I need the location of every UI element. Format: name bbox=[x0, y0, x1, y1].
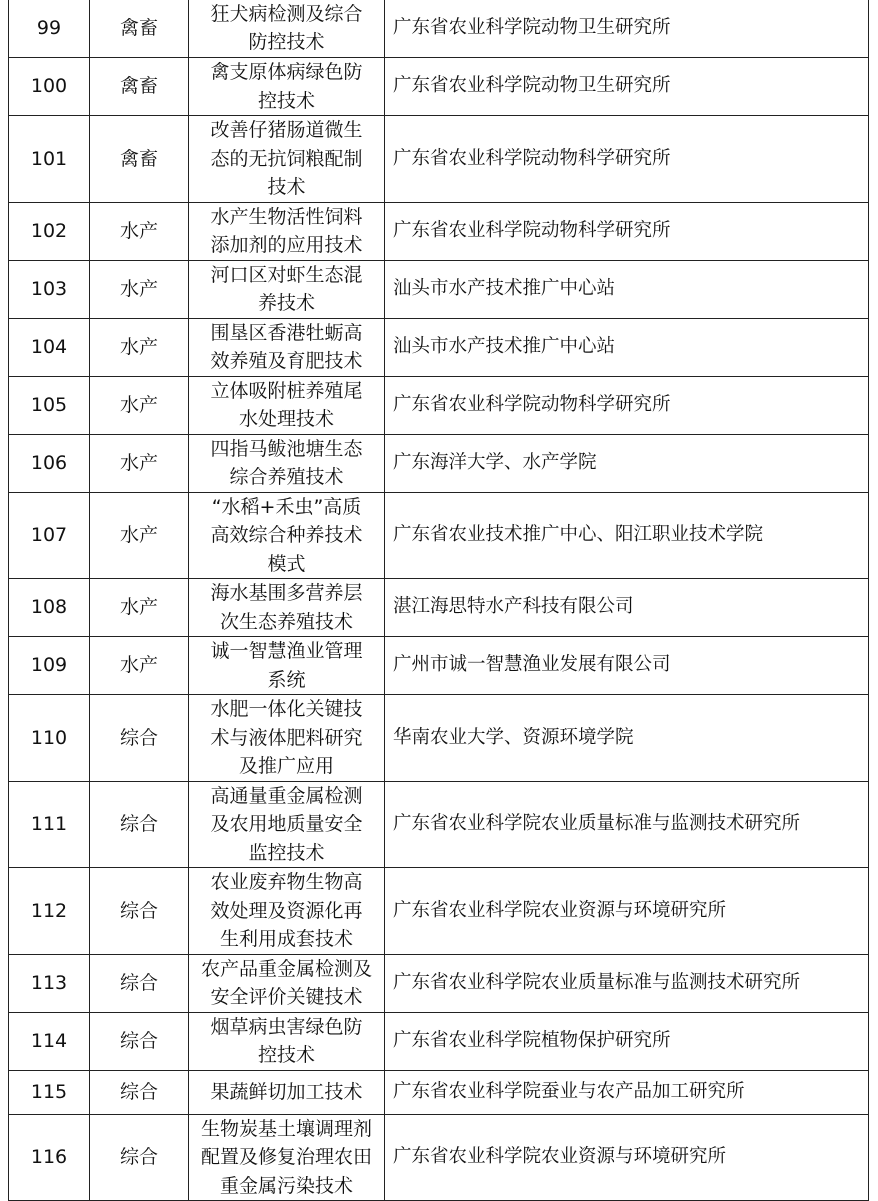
organization-cell: 广东省农业科学院植物保护研究所 bbox=[385, 1012, 869, 1070]
technology-line: 生利用成套技术 bbox=[219, 928, 353, 950]
category-cell: 禽畜 bbox=[90, 0, 189, 58]
technology-cell bbox=[189, 434, 385, 492]
technology-line: 安全评价关键技术 bbox=[210, 986, 363, 1008]
organization-cell: 广东省农业技术推广中心、阳江职业技术学院 bbox=[385, 492, 869, 579]
technology-line: 控技术 bbox=[257, 1044, 315, 1066]
table-row bbox=[9, 318, 869, 376]
row-number: 108 bbox=[9, 579, 90, 637]
table-row bbox=[9, 1114, 869, 1201]
technology-cell bbox=[189, 318, 385, 376]
technology-cell bbox=[189, 58, 385, 116]
row-number: 110 bbox=[9, 695, 90, 782]
row-number: 111 bbox=[9, 781, 90, 868]
table-row bbox=[9, 637, 869, 695]
technology-line: 及推广应用 bbox=[238, 755, 334, 777]
row-number: 109 bbox=[9, 637, 90, 695]
table-row bbox=[9, 0, 869, 58]
table-row bbox=[9, 1012, 869, 1070]
organization-cell: 广东省农业科学院动物科学研究所 bbox=[385, 202, 869, 260]
organization-cell: 广东省农业科学院农业资源与环境研究所 bbox=[385, 868, 869, 955]
technology-cell bbox=[189, 492, 385, 579]
row-number: 105 bbox=[9, 376, 90, 434]
organization-cell: 广东省农业科学院农业质量标准与监测技术研究所 bbox=[385, 954, 869, 1012]
organization-cell: 广东海洋大学、水产学院 bbox=[385, 434, 869, 492]
technology-line: 农业废弃物生物高 bbox=[210, 871, 363, 893]
category-cell: 综合 bbox=[90, 781, 189, 868]
category-cell: 水产 bbox=[90, 318, 189, 376]
table-row bbox=[9, 260, 869, 318]
table-row bbox=[9, 492, 869, 579]
technology-line: 禽支原体病绿色防 bbox=[210, 61, 363, 83]
technology-line: 烟草病虫害绿色防 bbox=[210, 1015, 363, 1038]
table-row bbox=[9, 116, 869, 203]
technology-line: 添加剂的应用技术 bbox=[210, 234, 363, 256]
technology-line: 防控技术 bbox=[248, 31, 325, 53]
technology-line: 水处理技术 bbox=[238, 408, 334, 430]
table-row bbox=[9, 376, 869, 434]
technology-line: 养技术 bbox=[257, 292, 315, 314]
technology-table bbox=[8, 0, 869, 1201]
technology-line: 综合养殖技术 bbox=[229, 466, 344, 488]
technology-line: 术与液体肥料研究 bbox=[210, 726, 363, 749]
category-cell: 禽畜 bbox=[90, 58, 189, 116]
category-cell: 禽畜 bbox=[90, 116, 189, 203]
technology-line: 态的无抗饲粮配制 bbox=[210, 147, 363, 170]
technology-line: 技术 bbox=[267, 176, 306, 198]
technology-line: 及农用地质量安全 bbox=[210, 813, 363, 835]
technology-line: 改善仔猪肠道微生 bbox=[210, 119, 363, 141]
row-number: 99 bbox=[9, 0, 90, 58]
technology-cell bbox=[189, 954, 385, 1012]
technology-line: 生物炭基土壤调理剂 bbox=[200, 1117, 372, 1140]
table-row bbox=[9, 58, 869, 116]
technology-line: 高通量重金属检测 bbox=[210, 784, 363, 807]
technology-cell bbox=[189, 116, 385, 203]
technology-line: 果蔬鲜切加工技术 bbox=[210, 1080, 363, 1103]
table-row bbox=[9, 202, 869, 260]
technology-line: 次生态养殖技术 bbox=[219, 610, 353, 633]
technology-line: 水产生物活性饲料 bbox=[210, 205, 363, 228]
table-row bbox=[9, 434, 869, 492]
technology-line: 狂犬病检测及综合 bbox=[210, 2, 363, 25]
category-cell: 水产 bbox=[90, 579, 189, 637]
table-row bbox=[9, 579, 869, 637]
category-cell: 综合 bbox=[90, 1012, 189, 1070]
technology-cell bbox=[189, 260, 385, 318]
organization-cell: 广东省农业科学院动物卫生研究所 bbox=[385, 0, 869, 58]
technology-line: 监控技术 bbox=[248, 841, 325, 864]
row-number: 100 bbox=[9, 58, 90, 116]
technology-line: “水稻+禾虫”高质 bbox=[211, 495, 362, 518]
technology-line: 四指马鲅池塘生态 bbox=[210, 437, 363, 460]
technology-cell bbox=[189, 202, 385, 260]
technology-line: 系统 bbox=[267, 668, 306, 691]
category-cell: 综合 bbox=[90, 1070, 189, 1114]
technology-cell bbox=[189, 781, 385, 868]
category-cell: 水产 bbox=[90, 260, 189, 318]
row-number: 114 bbox=[9, 1012, 90, 1070]
technology-cell bbox=[189, 0, 385, 58]
technology-line: 重金属污染技术 bbox=[219, 1174, 353, 1197]
table-row bbox=[9, 781, 869, 868]
row-number: 112 bbox=[9, 868, 90, 955]
row-number: 107 bbox=[9, 492, 90, 579]
table-row bbox=[9, 1070, 869, 1114]
technology-cell bbox=[189, 637, 385, 695]
technology-cell bbox=[189, 868, 385, 955]
organization-cell: 广东省农业科学院动物科学研究所 bbox=[385, 116, 869, 203]
organization-cell: 广东省农业科学院动物科学研究所 bbox=[385, 376, 869, 434]
technology-line: 海水基围多营养层 bbox=[210, 582, 363, 604]
technology-line: 围垦区香港牡蛎高 bbox=[210, 321, 363, 344]
technology-line: 农产品重金属检测及 bbox=[200, 957, 372, 980]
organization-cell: 汕头市水产技术推广中心站 bbox=[385, 318, 869, 376]
technology-cell bbox=[189, 1012, 385, 1070]
category-cell: 水产 bbox=[90, 202, 189, 260]
technology-line: 效处理及资源化再 bbox=[210, 899, 363, 922]
technology-cell bbox=[189, 695, 385, 782]
technology-cell bbox=[189, 376, 385, 434]
organization-cell: 广东省农业科学院农业资源与环境研究所 bbox=[385, 1114, 869, 1201]
category-cell: 综合 bbox=[90, 1114, 189, 1201]
row-number: 104 bbox=[9, 318, 90, 376]
technology-line: 模式 bbox=[267, 552, 306, 575]
technology-line: 配置及修复治理农田 bbox=[200, 1146, 372, 1168]
technology-cell bbox=[189, 1070, 385, 1114]
organization-cell: 汕头市水产技术推广中心站 bbox=[385, 260, 869, 318]
category-cell: 水产 bbox=[90, 376, 189, 434]
organization-cell: 湛江海思特水产科技有限公司 bbox=[385, 579, 869, 637]
row-number: 101 bbox=[9, 116, 90, 203]
technology-cell bbox=[189, 1114, 385, 1201]
technology-line: 立体吸附桩养殖尾 bbox=[210, 379, 363, 402]
category-cell: 综合 bbox=[90, 954, 189, 1012]
category-cell: 综合 bbox=[90, 695, 189, 782]
technology-line: 控技术 bbox=[257, 89, 315, 112]
row-number: 116 bbox=[9, 1114, 90, 1201]
technology-line: 高效综合种养技术 bbox=[210, 524, 363, 546]
technology-line: 水肥一体化关键技 bbox=[210, 698, 363, 720]
technology-line: 效养殖及育肥技术 bbox=[210, 350, 363, 372]
technology-line: 诚一智慧渔业管理 bbox=[210, 640, 363, 662]
organization-cell: 华南农业大学、资源环境学院 bbox=[385, 695, 869, 782]
table-row bbox=[9, 695, 869, 782]
row-number: 102 bbox=[9, 202, 90, 260]
table-row bbox=[9, 868, 869, 955]
category-cell: 水产 bbox=[90, 492, 189, 579]
row-number: 103 bbox=[9, 260, 90, 318]
organization-cell: 广州市诚一智慧渔业发展有限公司 bbox=[385, 637, 869, 695]
organization-cell: 广东省农业科学院动物卫生研究所 bbox=[385, 58, 869, 116]
technology-line: 河口区对虾生态混 bbox=[210, 263, 363, 286]
organization-cell: 广东省农业科学院农业质量标准与监测技术研究所 bbox=[385, 781, 869, 868]
organization-cell: 广东省农业科学院蚕业与农产品加工研究所 bbox=[385, 1070, 869, 1114]
technology-cell bbox=[189, 579, 385, 637]
category-cell: 水产 bbox=[90, 434, 189, 492]
category-cell: 综合 bbox=[90, 868, 189, 955]
table-row bbox=[9, 954, 869, 1012]
table-body bbox=[9, 0, 869, 1201]
category-cell: 水产 bbox=[90, 637, 189, 695]
row-number: 106 bbox=[9, 434, 90, 492]
row-number: 113 bbox=[9, 954, 90, 1012]
row-number: 115 bbox=[9, 1070, 90, 1114]
